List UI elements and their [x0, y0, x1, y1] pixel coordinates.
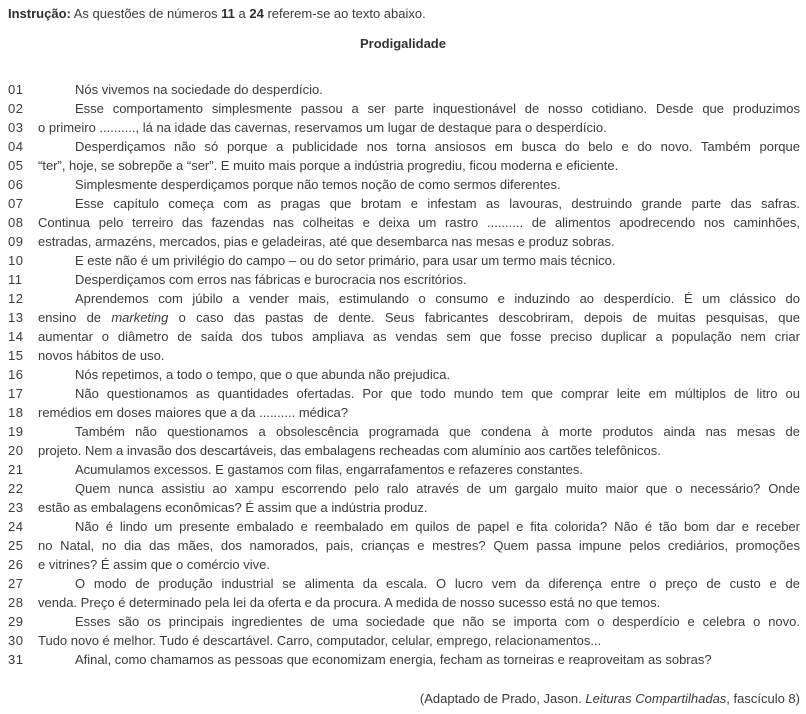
line-text: O modo de produção industrial se alimenta da escala. O lucro vem da diferença entre o preço de custo e de — [75, 576, 800, 591]
line-text: Desperdiçamos não só porque a publicidade nos torna ansiosos em busca do belo e do novo. Também porque — [75, 139, 800, 154]
line-text: Também não questionamos a obsolescência programada que condena à morte produtos ainda nas mesas de — [75, 424, 800, 439]
text-line — [0, 175, 806, 194]
line-number: 30 — [8, 633, 24, 648]
line-number: 19 — [8, 424, 24, 439]
line-text: ensino de marketing o caso das pastas de dente. Seus fabricantes descobriram, depois de muitas pesquisas, que — [38, 310, 800, 325]
line-text: no Natal, no dia das mães, dos namorados, pais, crianças e mestres? Quem passa impune pelos crediários, promoções — [38, 538, 800, 553]
line-number: 12 — [8, 291, 24, 306]
text-line — [0, 99, 806, 118]
source-citation: (Adaptado de Prado, Jason. Leituras Compartilhadas, fascículo 8) — [419, 691, 800, 706]
line-number: 16 — [8, 367, 24, 382]
line-number: 18 — [8, 405, 24, 420]
line-text: estradas, armazéns, mercados, pias e geladeiras, até que desembarca nas mesas e produz sobras. — [38, 234, 615, 249]
text-line — [0, 384, 806, 403]
text-line — [0, 118, 806, 137]
line-number: 10 — [8, 253, 24, 268]
line-text: Continua pelo terreiro das fazendas nas colheitas e deixa um rastro .......... de alimentos apodrecendo nos caminhões, — [38, 215, 800, 230]
line-text: estão as embalagens econômicas? É assim que a indústria produz. — [38, 500, 428, 515]
line-text: Tudo novo é melhor. Tudo é descartável. Carro, computador, celular, emprego, relacionamentos... — [38, 633, 602, 648]
line-number: 05 — [8, 158, 24, 173]
text-line — [0, 593, 806, 612]
text-line — [0, 270, 806, 289]
line-text: Não questionamos as quantidades ofertadas. Por que todo mundo tem que comprar leite em múltiplos de litro ou — [75, 386, 800, 401]
text-line — [0, 650, 806, 669]
line-number: 25 — [8, 538, 24, 553]
text-line — [0, 137, 806, 156]
line-text: Esses são os principais ingredientes de uma sociedade que não se importa com o desperdício e celebra o novo. — [75, 614, 800, 629]
line-number: 04 — [8, 139, 24, 154]
line-text: Acumulamos excessos. E gastamos com filas, engarrafamentos e refazeres constantes. — [75, 462, 583, 477]
line-text: Não é lindo um presente embalado e reembalado em quilos de papel e fita colorida? Não é tão bom dar e receber — [75, 519, 800, 534]
line-number: 24 — [8, 519, 24, 534]
line-number: 27 — [8, 576, 24, 591]
text-line — [0, 289, 806, 308]
text-line — [0, 422, 806, 441]
line-number: 01 — [8, 82, 24, 97]
text-body — [0, 80, 806, 669]
line-text: e vitrines? É assim que o comércio vive. — [38, 557, 270, 572]
line-number: 31 — [8, 652, 24, 667]
text-line — [0, 555, 806, 574]
line-number: 15 — [8, 348, 24, 363]
line-text: remédios em doses maiores que a da .......... médica? — [38, 405, 348, 420]
text-line — [0, 403, 806, 422]
line-number: 21 — [8, 462, 24, 477]
line-number: 26 — [8, 557, 24, 572]
line-number: 13 — [8, 310, 24, 325]
text-line — [0, 232, 806, 251]
text-line — [0, 574, 806, 593]
instruction-line: Instrução: As questões de números 11 a 24 referem-se ao texto abaixo. — [8, 6, 426, 21]
text-line — [0, 612, 806, 631]
line-number: 23 — [8, 500, 24, 515]
text-line — [0, 213, 806, 232]
page-title: Prodigalidade — [360, 36, 446, 51]
line-text: Aprendemos com júbilo a vender mais, estimulando o consumo e induzindo ao desperdício. É um clássico do — [75, 291, 800, 306]
text-line — [0, 441, 806, 460]
line-text: aumentar o diâmetro de saída dos tubos ampliava as vendas sem que fosse preciso duplicar a população nem criar — [38, 329, 800, 344]
line-text: Desperdiçamos com erros nas fábricas e burocracia nos escritórios. — [75, 272, 467, 287]
text-line — [0, 365, 806, 384]
text-line — [0, 308, 806, 327]
text-line — [0, 346, 806, 365]
line-text: Nós repetimos, a todo o tempo, que o que abunda não prejudica. — [75, 367, 451, 382]
line-text: Esse capítulo começa com as pragas que brotam e infestam as lavouras, destruindo grande parte das safras. — [75, 196, 800, 211]
line-number: 17 — [8, 386, 24, 401]
line-text: o primeiro .........., lá na idade das cavernas, reservamos um lugar de destaque para o desperdício. — [38, 120, 607, 135]
line-number: 06 — [8, 177, 24, 192]
line-text: Afinal, como chamamos as pessoas que economizam energia, fecham as torneiras e reaproveitam as sobras? — [75, 652, 712, 667]
line-text: E este não é um privilégio do campo – ou do setor primário, para usar um termo mais técnico. — [75, 253, 616, 268]
line-number: 02 — [8, 101, 24, 116]
text-line — [0, 156, 806, 175]
line-text: “ter”, hoje, se sobrepõe a “ser”. E muito mais porque a indústria progrediu, ficou moderna e eficiente. — [38, 158, 619, 173]
line-number: 28 — [8, 595, 24, 610]
line-text: projeto. Nem a invasão dos descartáveis, das embalagens recheadas com alumínio aos cartões telefônicos. — [38, 443, 661, 458]
line-number: 22 — [8, 481, 24, 496]
line-number: 07 — [8, 196, 24, 211]
line-text: novos hábitos de uso. — [38, 348, 165, 363]
line-number: 29 — [8, 614, 24, 629]
text-line — [0, 498, 806, 517]
text-line — [0, 194, 806, 213]
line-number: 09 — [8, 234, 24, 249]
line-text: Esse comportamento simplesmente passou a ser parte inquestionável de nosso cotidiano. Desde que produzimos — [75, 101, 800, 116]
text-line — [0, 517, 806, 536]
text-line — [0, 631, 806, 650]
line-text: Nós vivemos na sociedade do desperdício. — [75, 82, 323, 97]
text-line — [0, 479, 806, 498]
line-number: 14 — [8, 329, 24, 344]
line-number: 03 — [8, 120, 24, 135]
text-line — [0, 536, 806, 555]
text-line — [0, 460, 806, 479]
line-text: venda. Preço é determinado pela lei da oferta e da procura. A medida de nosso sucesso está no que temos. — [38, 595, 661, 610]
line-text: Quem nunca assistiu ao xampu escorrendo pelo ralo através de um gargalo muito maior que o necessário? Onde — [75, 481, 800, 496]
text-line — [0, 251, 806, 270]
line-number: 20 — [8, 443, 24, 458]
line-text: Simplesmente desperdiçamos porque não temos noção de como sermos diferentes. — [75, 177, 561, 192]
line-number: 11 — [8, 272, 23, 287]
text-line — [0, 327, 806, 346]
text-line — [0, 80, 806, 99]
line-number: 08 — [8, 215, 24, 230]
